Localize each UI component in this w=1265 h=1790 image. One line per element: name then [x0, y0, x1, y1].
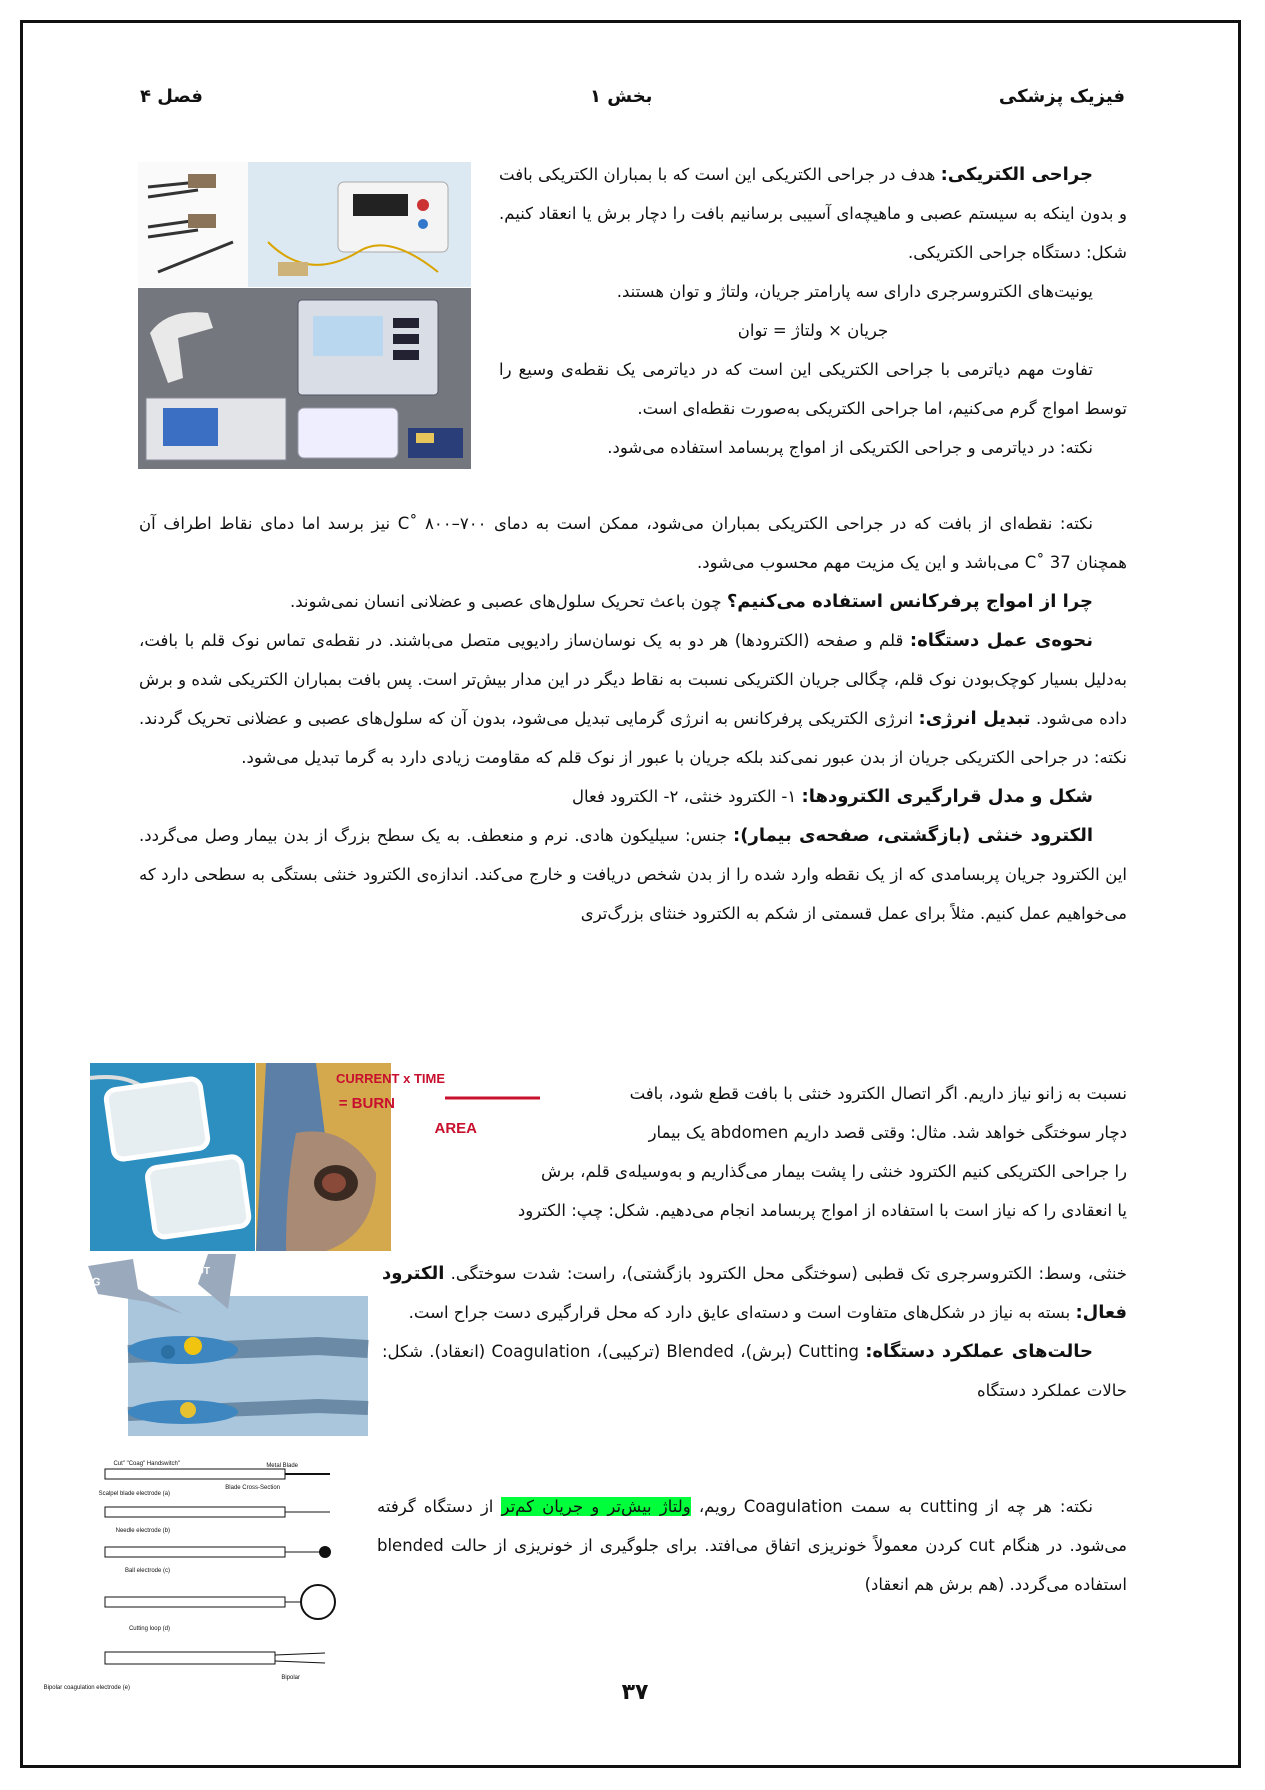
paragraph-text: نکته: هر چه از cutting به سمت Coagulation رویم، — [690, 1497, 1093, 1516]
heading-why-hf: چرا از امواج پرفرکانس استفاده می‌کنیم؟ — [726, 591, 1093, 612]
paragraph-text: جنس: سیلیکون هادی. نرم و منعطف. به یک سطح بزرگ از بدن بیمار وصل می‌گردد. این الکترود جریان پربسامدی که از یک نقطه وارد شده را از بدن شخص دریافت و خارج می‌کند. اندازه‌ی الکترود خنثی بستگی به سطحی دارد که می‌خواهیم عمل کنیم. مثلاً برای عمل قسمتی از شکم به الکترود خنثای بزرگ‌تری — [139, 826, 1127, 923]
paragraph-neutral-electrode — [139, 816, 1127, 933]
coag-label: COAG — [66, 1272, 102, 1289]
paragraph-electrodes — [139, 777, 1127, 816]
paragraph-diathermy: تفاوت مهم دیاترمی با جراحی الکتریکی این است که در دیاترمی یک نقطه‌ی وسیع را توسط امواج گرم می‌کنیم، اما جراحی الکتریکی به‌صورت نقطه‌ای است. — [499, 360, 1127, 418]
burn-formula-image — [335, 1063, 542, 1143]
page-number: ۳۷ — [621, 1680, 649, 1705]
heading-operation: نحوه‌ی عمل دستگاه: — [909, 630, 1093, 651]
heading-electrodes: شکل و مدل قرارگیری الکترودها: — [801, 786, 1093, 807]
label-metal-blade: Metal Blade — [266, 1463, 298, 1469]
neutral-line-1: نسبت به زانو نیاز داریم. اگر اتصال الکترود خنثی با بافت قطع شود، بافت — [629, 1084, 1127, 1103]
paragraph-text: هدف در جراحی الکتریکی این است که با بمباران الکتریکی بافت و بدون اینکه به سیستم عصبی و ماهیچه‌ای آسیبی برسانیم بافت را دچار برش یا انعقاد کنیم. شکل: دستگاه جراحی الکتریکی. — [499, 165, 1127, 262]
paragraph-note-voltage — [377, 1487, 1127, 1604]
text-block-note-modes — [377, 1487, 1127, 1604]
formula-power: جریان × ولتاژ = توان — [737, 321, 889, 340]
text-block-full — [139, 504, 1127, 933]
burn-injury-image — [256, 1063, 391, 1251]
paragraph-text: انرژی الکتریکی پرفرکانس به انرژی گرمایی تبدیل می‌شود، بدون آن که سلول‌های عصبی و عضلانی تحریک گردند. نکته: در جراحی الکتریکی جریان از بدن عبور نمی‌کند بلکه جریان با عبور از نوک قلم که مقاومت زیادی دارد به گرما تبدیل می‌شود. — [139, 709, 1127, 767]
text-block-active — [382, 1254, 1127, 1410]
paragraph-text: بسته به نیاز در شکل‌های متفاوت است و دسته‌ای عایق دارد که محل قرارگیری دست جراح است. — [408, 1303, 1076, 1322]
neutral-electrode-image — [90, 1063, 255, 1251]
electrosurgery-units-image — [138, 288, 471, 469]
paragraph-why-hf — [139, 582, 1127, 621]
label-blade-cross-section: Blade Cross-Section — [225, 1485, 280, 1491]
label-handswitch: "Cut" "Coag" Handswitch — [113, 1461, 180, 1467]
paragraph-text: از دستگاه گرفته می‌شود. در هنگام cut کردن معمولاً خونریزی اتفاق می‌افتد. برای جلوگیری از خونریزی از حالت blended استفاده می‌گردد. (هم برش هم انعقاد) — [377, 1497, 1127, 1594]
paragraph-note-highfreq: نکته: در دیاترمی و جراحی الکتریکی از امواج پربسامد استفاده می‌شود. — [607, 438, 1093, 457]
label-e: (e) Bipolar coagulation electrode — [43, 1685, 130, 1691]
label-c: (c) Ball electrode — [124, 1568, 170, 1574]
paragraph-electrosurgery — [499, 155, 1127, 272]
neutral-line-2: دچار سوختگی خواهد شد. مثال: وقتی قصد داریم abdomen یک بیمار — [648, 1123, 1127, 1142]
neutral-line-4: یا انعقادی را که نیاز است با استفاده از امواج پربسامد انجام می‌دهیم. شکل: چپ: الکترود — [517, 1201, 1127, 1220]
heading-energy: تبدیل انرژی: — [918, 708, 1031, 729]
header-book-title: فیزیک پزشکی — [998, 86, 1125, 107]
cut-label: CUT — [189, 1266, 210, 1277]
label-bipolar: Bipolar — [281, 1675, 300, 1681]
heading-modes: حالت‌های عملکرد دستگاه: — [865, 1341, 1093, 1362]
electrode-types-diagram — [43, 1457, 340, 1717]
neutral-line-3: را جراحی الکتریکی کنیم الکترود خنثی را پشت بیمار می‌گذاریم و به‌وسیله‌ی قلم، برش — [541, 1162, 1127, 1181]
paragraph-parameters: یونیت‌های الکتروسرجری دارای سه پارامتر جریان، ولتاژ و توان هستند. — [616, 282, 1093, 301]
text-block-top — [499, 155, 1127, 467]
heading-neutral-electrode: الکترود خنثی (بازگشتی، صفحه‌ی بیمار): — [733, 825, 1093, 846]
paragraph-text: چون باعث تحریک سلول‌های عصبی و عضلانی انسان نمی‌شوند. — [289, 592, 727, 611]
text-block-neutral-cont2 — [382, 1152, 1127, 1230]
paragraph-text: ۱- الکترود خنثی، ۲- الکترود فعال — [572, 787, 802, 806]
label-b: (b) Needle electrode — [115, 1528, 170, 1534]
active-electrode-image — [66, 1254, 373, 1439]
label-d: (d) Cutting loop — [128, 1626, 170, 1632]
heading-active-electrode: الکترود فعال: — [382, 1263, 1127, 1323]
paragraph-operation — [139, 621, 1127, 777]
heading-electrosurgery: جراحی الکتریکی: — [940, 164, 1093, 185]
paragraph-text: Cutting (برش)، Blended (ترکیبی)، Coagulation (انعقاد). شکل: حالات عملکرد دستگاه — [382, 1342, 1127, 1400]
paragraph-text: خنثی، وسط: الکتروسرجری تک قطبی (سوختگی محل الکترود بازگشتی)، راست: شدت سوختگی. — [444, 1264, 1127, 1283]
burn-formula-lhs: BURN = — [338, 1095, 395, 1112]
highlighted-text: ولتاژ بیش‌تر و جریان کم‌تر — [501, 1497, 691, 1516]
paragraph-active-electrode — [382, 1254, 1127, 1332]
text-block-neutral-cont — [567, 1074, 1127, 1152]
electrosurgery-device-image — [138, 162, 471, 287]
paragraph-note-temperature: نکته: نقطه‌ای از بافت که در جراحی الکتریکی بمباران می‌شود، ممکن است به دمای C˚ ۸۰۰–۷۰۰ نیز برسد اما دمای نقاط اطراف آن همچنان C˚ 37 می‌باشد و این یک مزیت مهم محسوب می‌شود. — [139, 514, 1127, 572]
burn-formula-denominator: AREA — [434, 1120, 477, 1137]
header-part: بخش ۱ — [590, 86, 653, 107]
label-a: (a) Scalpel blade electrode — [98, 1491, 170, 1497]
burn-formula-numerator: CURRENT x TIME — [335, 1071, 445, 1086]
paragraph-modes — [382, 1332, 1127, 1410]
header-chapter: فصل ۴ — [140, 86, 203, 107]
paragraph-text: قلم و صفحه (الکترودها) هر دو به یک نوسان‌ساز رادیویی متصل می‌باشند. در نقطه‌ی تماس نوک قلم با بافت، به‌دلیل بسیار کوچک‌بودن نوک قلم، چگالی جریان الکتریکی نسبت به نقاط دیگر در این مدار بیش‌تر است. پس بافت بمباران الکتریکی شده و برش داده می‌شود. — [139, 631, 1127, 728]
